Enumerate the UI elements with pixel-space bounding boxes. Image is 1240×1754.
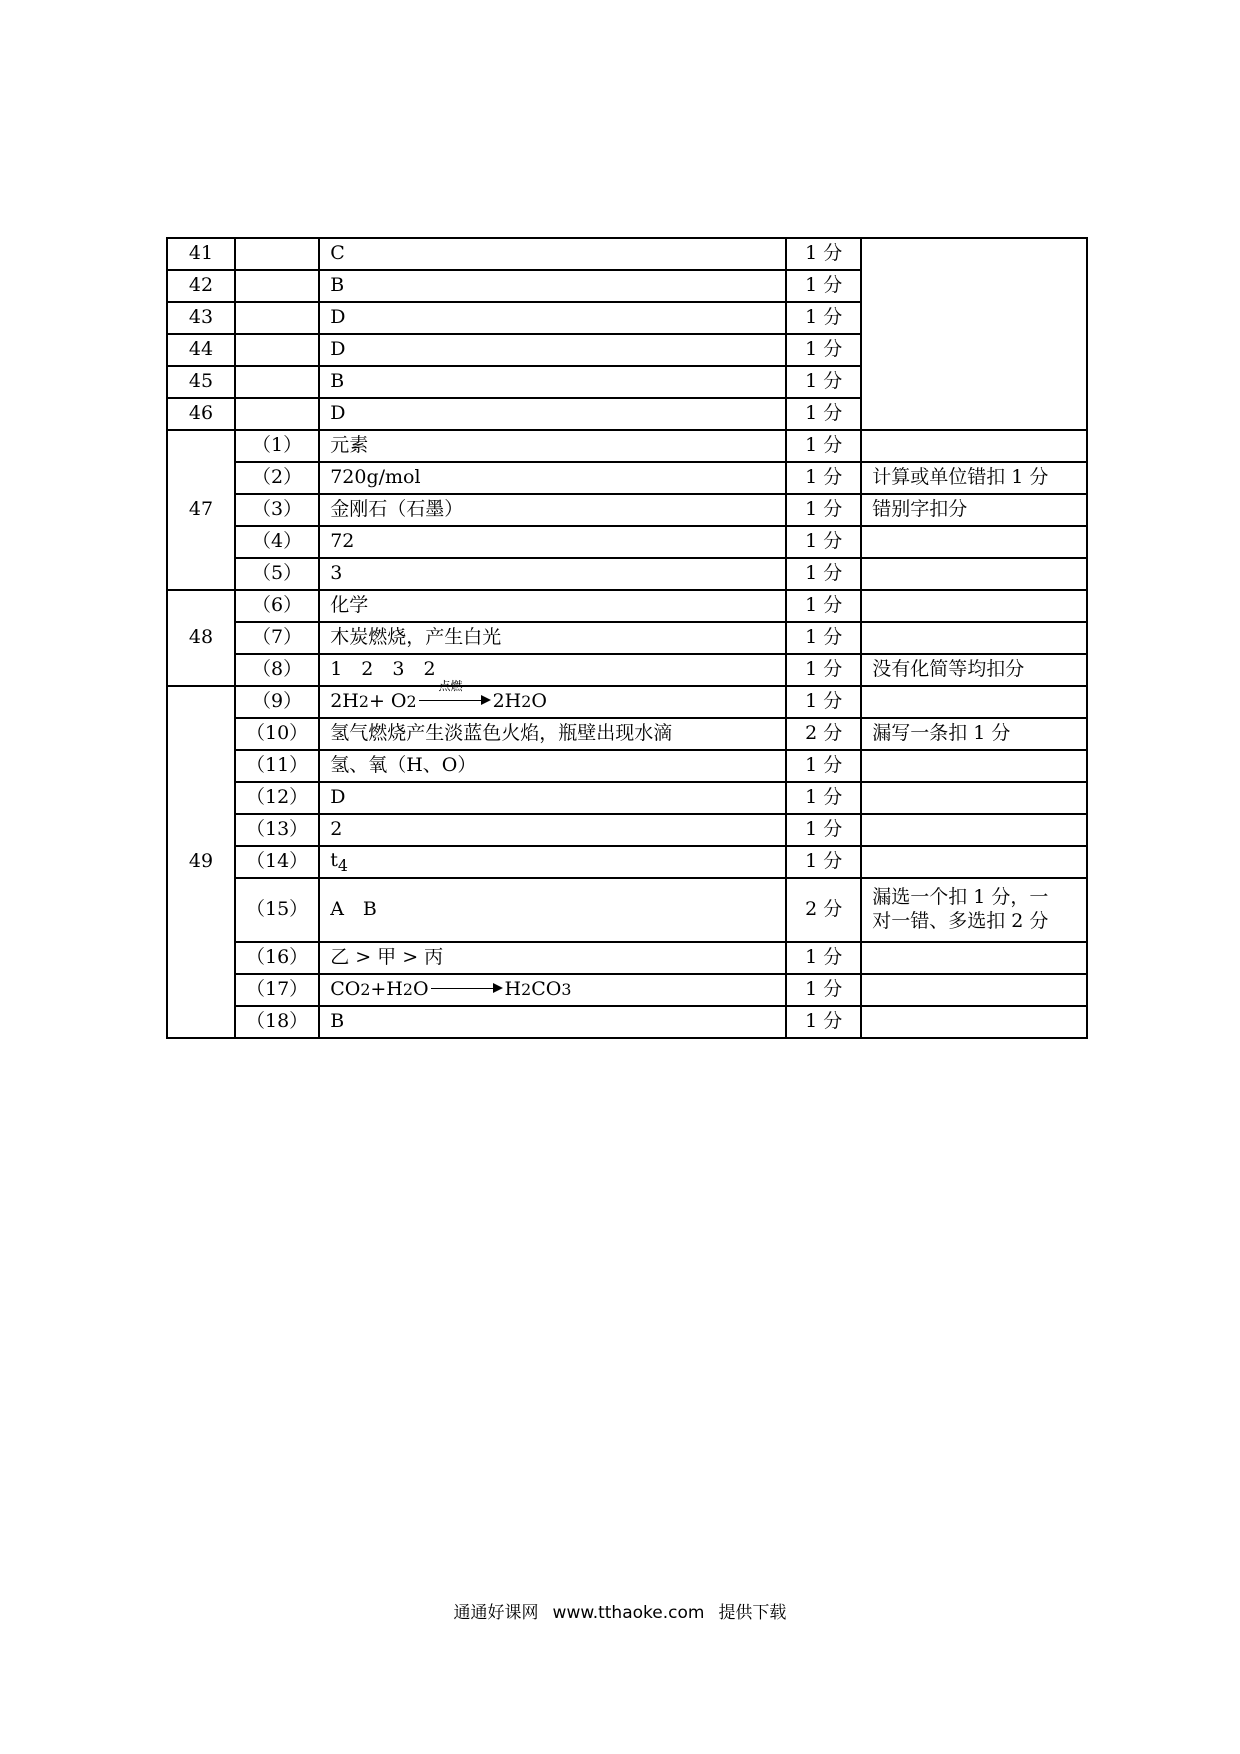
sub-number: （15）	[235, 878, 319, 942]
note-cell: 计算或单位错扣 1 分	[861, 462, 1087, 494]
table-row	[167, 1006, 1087, 1038]
score-cell: 1 分	[786, 686, 861, 718]
note-cell	[861, 686, 1087, 718]
score-cell: 1 分	[786, 302, 861, 334]
reaction-arrow-icon	[419, 679, 491, 707]
answer-cell: 72	[319, 526, 786, 558]
note-line: 对一错、多选扣 2 分	[872, 910, 1049, 932]
reaction-condition: 点燃	[438, 679, 463, 694]
table-row	[167, 494, 1087, 526]
formula-part: + O	[368, 690, 407, 713]
sub-number	[235, 398, 319, 430]
reaction-arrow-icon	[431, 981, 503, 995]
note-line: 漏选一个扣 1 分，一	[872, 886, 1049, 909]
answer-cell: 氢气燃烧产生淡蓝色火焰，瓶壁出现水滴	[319, 718, 786, 750]
score-cell: 1 分	[786, 430, 861, 462]
sub-number: （10）	[235, 718, 319, 750]
table-row	[167, 814, 1087, 846]
score-cell: 1 分	[786, 622, 861, 654]
question-number: 46	[167, 398, 235, 430]
chemical-equation	[330, 978, 571, 1002]
sub-number	[235, 238, 319, 270]
score-cell: 1 分	[786, 270, 861, 302]
sub-number: （14）	[235, 846, 319, 878]
answer-cell: D	[319, 302, 786, 334]
page-footer	[0, 1598, 1240, 1623]
score-cell: 1 分	[786, 462, 861, 494]
table-row	[167, 462, 1087, 494]
note-cell: 漏写一条扣 1 分	[861, 718, 1087, 750]
answer-cell: A B	[319, 878, 786, 942]
subscript: 2	[360, 980, 371, 1000]
answer-cell: B	[319, 1006, 786, 1038]
question-number: 41	[167, 238, 235, 270]
score-cell: 1 分	[786, 942, 861, 974]
answer-cell	[319, 846, 786, 878]
sub-number: （5）	[235, 558, 319, 590]
score-cell: 1 分	[786, 558, 861, 590]
subscript: 3	[561, 980, 572, 1000]
table-row	[167, 942, 1087, 974]
score-cell: 2 分	[786, 718, 861, 750]
question-number: 48	[167, 590, 235, 686]
score-cell: 1 分	[786, 526, 861, 558]
sub-number	[235, 302, 319, 334]
table-row	[167, 558, 1087, 590]
sub-number: （11）	[235, 750, 319, 782]
table-row	[167, 974, 1087, 1006]
answer-cell: 金刚石（石墨）	[319, 494, 786, 526]
formula-part: +H	[370, 978, 403, 1001]
score-cell: 1 分	[786, 750, 861, 782]
note-cell	[861, 846, 1087, 878]
formula-part: CO	[531, 978, 562, 1001]
sub-number: （6）	[235, 590, 319, 622]
answer-cell: D	[319, 334, 786, 366]
formula-part: 2H	[492, 690, 522, 713]
sub-number: （12）	[235, 782, 319, 814]
score-cell: 1 分	[786, 654, 861, 686]
sub-number: （1）	[235, 430, 319, 462]
answer-cell: D	[319, 782, 786, 814]
answer-cell: D	[319, 398, 786, 430]
table-row	[167, 782, 1087, 814]
question-number: 43	[167, 302, 235, 334]
sub-number: （18）	[235, 1006, 319, 1038]
note-cell	[861, 238, 1087, 430]
score-cell: 1 分	[786, 1006, 861, 1038]
answer-cell	[319, 679, 786, 718]
table-row	[167, 750, 1087, 782]
sub-number: （16）	[235, 942, 319, 974]
sub-number: （7）	[235, 622, 319, 654]
formula-part: 2H	[330, 690, 359, 713]
answer-cell: 元素	[319, 430, 786, 462]
score-cell: 1 分	[786, 494, 861, 526]
table-row	[167, 590, 1087, 622]
score-cell: 1 分	[786, 590, 861, 622]
score-cell: 1 分	[786, 814, 861, 846]
formula-part: O	[531, 690, 547, 713]
sub-number: （4）	[235, 526, 319, 558]
score-cell: 1 分	[786, 334, 861, 366]
table-row	[167, 654, 1087, 686]
footer-suffix: 提供下载	[718, 1603, 787, 1623]
table-row	[167, 846, 1087, 878]
sub-number: （8）	[235, 654, 319, 686]
note-cell	[861, 430, 1087, 462]
score-cell: 1 分	[786, 398, 861, 430]
table-row	[167, 878, 1087, 942]
sub-number	[235, 270, 319, 302]
table-row	[167, 686, 1087, 718]
answer-cell: 氢、氧（H、O）	[319, 750, 786, 782]
note-cell: 没有化简等均扣分	[861, 654, 1087, 686]
score-cell: 1 分	[786, 238, 861, 270]
footer-site-name: 通通好课网	[453, 1603, 539, 1623]
answer-cell: 木炭燃烧，产生白光	[319, 622, 786, 654]
note-cell	[861, 974, 1087, 1006]
sub-number: （13）	[235, 814, 319, 846]
score-cell: 1 分	[786, 782, 861, 814]
table-row	[167, 718, 1087, 750]
table-row	[167, 526, 1087, 558]
note-cell	[861, 942, 1087, 974]
subscript: 2	[406, 692, 417, 712]
subscript: 2	[521, 980, 532, 1000]
answer-cell: B	[319, 270, 786, 302]
subscript: 2	[402, 980, 413, 1000]
answer-cell: 3	[319, 558, 786, 590]
formula-part: CO	[330, 978, 361, 1001]
answer-cell: 2	[319, 814, 786, 846]
note-cell	[861, 878, 1087, 942]
sub-number: （2）	[235, 462, 319, 494]
note-cell	[861, 814, 1087, 846]
sub-number	[235, 334, 319, 366]
question-number: 42	[167, 270, 235, 302]
subscript: 2	[358, 692, 369, 712]
note-cell	[861, 622, 1087, 654]
note-cell	[861, 590, 1087, 622]
note-cell	[861, 558, 1087, 590]
note-cell	[861, 782, 1087, 814]
question-number: 45	[167, 366, 235, 398]
note-cell: 错别字扣分	[861, 494, 1087, 526]
chemical-equation	[330, 679, 547, 714]
table-row	[167, 238, 1087, 270]
note-cell	[861, 526, 1087, 558]
sub-number	[235, 366, 319, 398]
subscript: 2	[521, 692, 532, 712]
formula-part: H	[504, 978, 522, 1001]
note-cell	[861, 1006, 1087, 1038]
answer-cell: 乙 > 甲 > 丙	[319, 942, 786, 974]
formula-part: t	[330, 848, 338, 871]
answer-cell	[319, 974, 786, 1006]
formula-part: O	[412, 978, 429, 1001]
question-number: 44	[167, 334, 235, 366]
answer-table	[166, 237, 1088, 1039]
answer-cell: B	[319, 366, 786, 398]
sub-number: （9）	[235, 686, 319, 718]
answer-cell: 化学	[319, 590, 786, 622]
answer-cell: 720g/mol	[319, 462, 786, 494]
table-row	[167, 622, 1087, 654]
note-cell	[861, 750, 1087, 782]
score-cell: 1 分	[786, 846, 861, 878]
question-number: 47	[167, 430, 235, 590]
subscript: 4	[337, 855, 348, 875]
answer-cell: C	[319, 238, 786, 270]
sub-number: （3）	[235, 494, 319, 526]
score-cell: 1 分	[786, 366, 861, 398]
score-cell: 1 分	[786, 974, 861, 1006]
score-cell: 2 分	[786, 878, 861, 942]
question-number: 49	[167, 686, 235, 1038]
answer-cell: 1 2 3 2	[319, 654, 786, 686]
table-row	[167, 430, 1087, 462]
footer-url: www.tthaoke.com	[552, 1603, 705, 1623]
sub-number: （17）	[235, 974, 319, 1006]
